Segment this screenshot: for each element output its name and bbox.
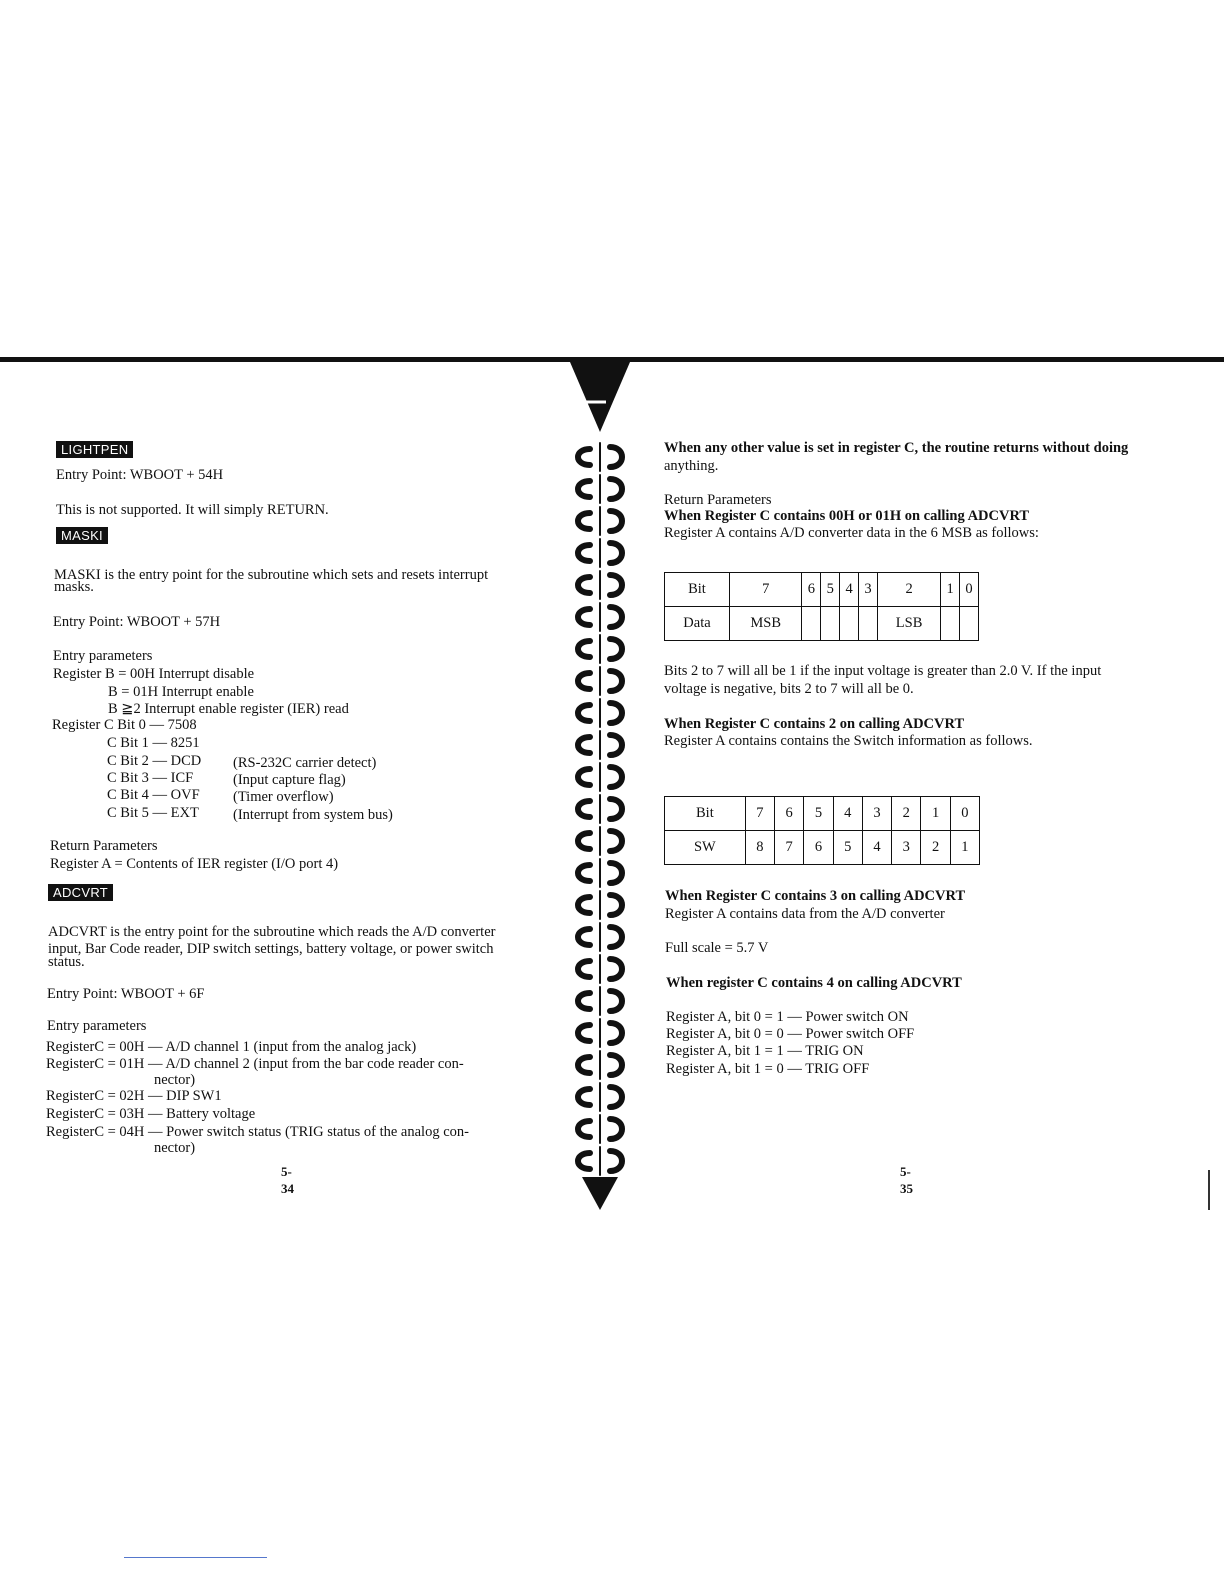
spiral-ring (610, 1151, 622, 1171)
table-cell (859, 607, 878, 641)
spiral-ring (578, 801, 590, 817)
page-number-left: 5-34 (281, 1164, 294, 1196)
table-cell (802, 607, 821, 641)
table-cell: 6 (775, 797, 804, 831)
other-value-text-cont: anything. (664, 458, 719, 474)
table-cell (960, 607, 979, 641)
maski-desc-cont: masks. (54, 579, 94, 595)
spiral-ring (610, 511, 622, 531)
table-cell: 5 (821, 573, 840, 607)
maski-param-note: (Interrupt from system bus) (233, 807, 393, 823)
table-cell: 7 (745, 797, 774, 831)
spiral-ring (578, 545, 590, 561)
adcvrt-param-line: RegisterC = 00H — A/D channel 1 (input from the analog jack) (46, 1039, 417, 1055)
table-row (665, 831, 980, 865)
spiral-binding (560, 362, 640, 1212)
adcvrt-badge: ADCVRT (48, 884, 113, 901)
adcvrt-param-line: RegisterC = 01H — A/D channel 2 (input from the bar code reader con- (46, 1056, 464, 1072)
spiral-ring (610, 959, 622, 979)
spiral-ring (610, 479, 622, 499)
spiral-binding-graphic (560, 362, 640, 1212)
spiral-ring (578, 929, 590, 945)
maski-param-note: (Input capture flag) (233, 772, 346, 788)
scan-underline (124, 1557, 267, 1558)
table-cell: 2 (892, 797, 921, 831)
spiral-ring (578, 833, 590, 849)
maski-badge: MASKI (56, 527, 108, 544)
table-cell: 6 (802, 573, 821, 607)
case3-heading: When Register C contains 3 on calling ADCVRT (665, 888, 966, 904)
spiral-ring (578, 705, 590, 721)
spiral-ring (578, 1057, 590, 1073)
table-cell: 1 (921, 797, 950, 831)
table-cell: 4 (862, 831, 891, 865)
table-cell: 3 (862, 797, 891, 831)
spiral-ring (578, 737, 590, 753)
adcvrt-params-heading: Entry parameters (47, 1018, 147, 1034)
spiral-ring (610, 447, 622, 467)
adcvrt-param-line: nector) (154, 1072, 196, 1088)
table-cell: 0 (960, 573, 979, 607)
adcvrt-param-line: nector) (154, 1140, 196, 1156)
case4-line: Register A, bit 1 = 0 — TRIG OFF (666, 1061, 870, 1077)
adcvrt-desc-end: status. (48, 954, 85, 970)
maski-return-heading: Return Parameters (50, 838, 158, 854)
page-number-right: 5-35 (900, 1164, 913, 1196)
table-cell: SW (665, 831, 746, 865)
case2-heading: When Register C contains 2 on calling ADCVRT (664, 716, 965, 732)
spiral-ring (610, 543, 622, 563)
spiral-ring (578, 1025, 590, 1041)
adcvrt-param-line: RegisterC = 04H — Power switch status (TRIG status of the analog con- (46, 1124, 469, 1140)
maski-param-line: B ≧2 Interrupt enable register (IER) read (108, 701, 349, 717)
spiral-ring (610, 735, 622, 755)
table-cell: 4 (833, 797, 862, 831)
spiral-ring (610, 703, 622, 723)
spiral-ring (610, 1087, 622, 1107)
spiral-ring (610, 1023, 622, 1043)
spiral-ring (578, 1121, 590, 1137)
table-cell: 2 (921, 831, 950, 865)
table-cell: 3 (859, 573, 878, 607)
maski-return-line: Register A = Contents of IER register (I/O port 4) (50, 856, 339, 872)
spiral-ring (610, 927, 622, 947)
case4-heading: When register C contains 4 on calling ADCVRT (666, 975, 962, 991)
table-cell: 8 (745, 831, 774, 865)
bits-note: Bits 2 to 7 will all be 1 if the input voltage is greater than 2.0 V. If the input (664, 663, 1102, 679)
spiral-ring (578, 481, 590, 497)
table-cell: 0 (950, 797, 979, 831)
page-edge (1208, 1170, 1210, 1210)
table-cell: Bit (665, 573, 730, 607)
spiral-ring (578, 865, 590, 881)
maski-param-line: C Bit 3 — ICF (107, 770, 194, 786)
other-value-text: When any other value is set in register C, the routine returns without doing (664, 440, 1129, 456)
spiral-ring (610, 671, 622, 691)
table-cell: 1 (950, 831, 979, 865)
spiral-ring (578, 449, 590, 465)
maski-desc: MASKI is the entry point for the subroutine which sets and resets interrupt (54, 567, 489, 583)
case3-text: Register A contains data from the A/D converter (665, 906, 945, 922)
table-cell: 2 (877, 573, 940, 607)
full-scale-text: Full scale = 5.7 V (665, 940, 769, 956)
adcvrt-entry: Entry Point: WBOOT + 6F (47, 986, 205, 1002)
maski-entry: Entry Point: WBOOT + 57H (53, 614, 221, 630)
table-cell: 5 (833, 831, 862, 865)
table-row (665, 797, 980, 831)
spiral-ring (610, 895, 622, 915)
table-row (665, 607, 979, 641)
case4-line: Register A, bit 0 = 1 — Power switch ON (666, 1009, 909, 1025)
spiral-ring (578, 641, 590, 657)
table-cell: LSB (877, 607, 940, 641)
table-cell: MSB (729, 607, 801, 641)
spiral-ring (610, 1055, 622, 1075)
spiral-ring (610, 575, 622, 595)
case01-heading: When Register C contains 00H or 01H on calling ADCVRT (664, 508, 1030, 524)
maski-param-line: B = 01H Interrupt enable (108, 684, 254, 700)
spiral-ring (578, 673, 590, 689)
maski-param-line: C Bit 5 — EXT (107, 805, 199, 821)
maski-param-line: Register B = 00H Interrupt disable (53, 666, 255, 682)
lightpen-note: This is not supported. It will simply RETURN. (56, 502, 329, 518)
spiral-ring (610, 991, 622, 1011)
case4-line: Register A, bit 1 = 1 — TRIG ON (666, 1043, 864, 1059)
ad-data-table (664, 572, 979, 641)
return-params-heading: Return Parameters (664, 492, 772, 508)
maski-param-line: C Bit 2 — DCD (107, 753, 202, 769)
adcvrt-desc: ADCVRT is the entry point for the subroutine which reads the A/D converter (48, 924, 496, 940)
case01-text: Register A contains A/D converter data in the 6 MSB as follows: (664, 525, 1039, 541)
spiral-ring (578, 1089, 590, 1105)
spiral-ring (578, 961, 590, 977)
table-cell: Data (665, 607, 730, 641)
spiral-ring (610, 863, 622, 883)
maski-param-line: Register C Bit 0 — 7508 (52, 717, 197, 733)
table-cell (941, 607, 960, 641)
table-cell: 7 (729, 573, 801, 607)
maski-param-line: C Bit 1 — 8251 (107, 735, 200, 751)
switch-table (664, 796, 980, 865)
spiral-ring (610, 607, 622, 627)
adcvrt-desc-cont: input, Bar Code reader, DIP switch settings, battery voltage, or power switch (48, 941, 494, 957)
spiral-ring (610, 639, 622, 659)
bits-note-cont: voltage is negative, bits 2 to 7 will all be 0. (664, 681, 914, 697)
table-cell (821, 607, 840, 641)
spiral-ring (578, 609, 590, 625)
maski-params-heading: Entry parameters (53, 648, 153, 664)
maski-param-note: (Timer overflow) (233, 789, 334, 805)
case4-line: Register A, bit 0 = 0 — Power switch OFF (666, 1026, 915, 1042)
spiral-ring (610, 799, 622, 819)
spiral-ring (610, 767, 622, 787)
table-cell: Bit (665, 797, 746, 831)
spiral-ring (610, 831, 622, 851)
spiral-ring (578, 513, 590, 529)
maski-param-line: C Bit 4 — OVF (107, 787, 200, 803)
lightpen-entry: Entry Point: WBOOT + 54H (56, 467, 224, 483)
table-cell: 5 (804, 797, 833, 831)
adcvrt-param-line: RegisterC = 03H — Battery voltage (46, 1106, 256, 1122)
table-row (665, 573, 979, 607)
table-cell: 3 (892, 831, 921, 865)
table-cell: 6 (804, 831, 833, 865)
table-cell: 7 (775, 831, 804, 865)
spiral-ring (578, 993, 590, 1009)
case2-text: Register A contains contains the Switch information as follows. (664, 733, 1033, 749)
lightpen-badge: LIGHTPEN (56, 441, 133, 458)
table-cell: 4 (840, 573, 859, 607)
table-cell: 1 (941, 573, 960, 607)
table-cell (840, 607, 859, 641)
spiral-ring (578, 1153, 590, 1169)
spiral-ring (578, 769, 590, 785)
spiral-ring (610, 1119, 622, 1139)
spiral-ring (578, 897, 590, 913)
adcvrt-param-line: RegisterC = 02H — DIP SW1 (46, 1088, 222, 1104)
spiral-ring (578, 577, 590, 593)
maski-param-note: (RS-232C carrier detect) (233, 755, 377, 771)
